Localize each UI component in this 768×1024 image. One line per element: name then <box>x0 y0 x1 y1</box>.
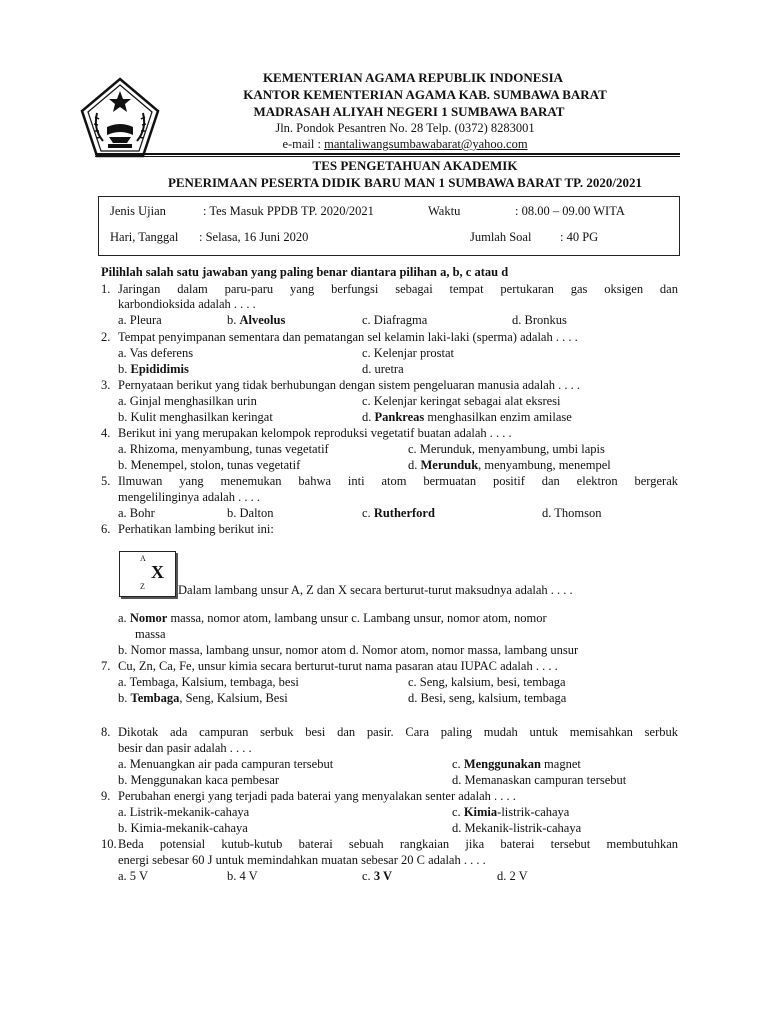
q3-option-b: b. Kulit menghasilkan keringat <box>118 410 273 424</box>
q8-number: 8. <box>101 725 111 739</box>
q10-option-a: a. 5 V <box>118 869 148 883</box>
q1-option-c: c. Diafragma <box>362 313 428 327</box>
q7-option-a: a. Tembaga, Kalsium, tembaga, besi <box>118 675 299 689</box>
q4-option-b: b. Menempel, stolon, tunas vegetatif <box>118 458 301 472</box>
q8-option-c: c. Menggunakan magnet <box>452 757 581 771</box>
header-address: Jln. Pondok Pesantren No. 28 Telp. (0372) 8283001 <box>275 121 535 135</box>
q1-option-b: b. Alveolus <box>227 313 286 327</box>
q4-option-d: d. Merunduk, menyambung, menempel <box>408 458 611 472</box>
q1-answer: Alveolus <box>239 313 286 327</box>
info-hari-value: : Selasa, 16 Juni 2020 <box>199 230 309 244</box>
q6-text: Perhatikan lambing berikut ini: <box>118 522 274 536</box>
q9-option-b: b. Kimia-mekanik-cahaya <box>118 821 248 835</box>
q8-answer: Menggunakan <box>463 757 541 771</box>
q8-option-d: d. Memanaskan campuran tersebut <box>452 773 627 787</box>
q5-option-d: d. Thomson <box>542 506 602 520</box>
q6-number: 6. <box>101 522 111 536</box>
q8-text: Dikotak ada campuran serbuk besi dan pasir. Cara paling mudah untuk memisahkan serbuk <box>118 725 678 739</box>
q6-options-row2: b. Nomor massa, lambang unsur, nomor atom d. Nomor atom, nomor massa, lambang unsur <box>118 643 579 657</box>
element-symbol-box <box>119 551 176 597</box>
exam-title: TES PENGETAHUAN AKADEMIK <box>312 158 518 173</box>
info-jenis-label: Jenis Ujian <box>110 204 166 218</box>
q5-option-c: c. Rutherford <box>362 506 435 520</box>
q9-answer: Kimia <box>463 805 498 819</box>
q10-number: 10. <box>101 837 117 851</box>
q5-number: 5. <box>101 474 111 488</box>
q10-answer: 3 V <box>373 869 392 883</box>
header-ministry: KEMENTERIAN AGAMA REPUBLIK INDONESIA <box>262 70 564 85</box>
q8-text-cont: besir dan pasir adalah . . . . <box>118 741 252 755</box>
info-jumlah-value: : 40 PG <box>560 230 599 244</box>
q4-option-c: c. Merunduk, menyambung, umbi lapis <box>408 442 605 456</box>
symbol-element: X <box>151 562 164 582</box>
q9-number: 9. <box>101 789 111 803</box>
q10-option-b: b. 4 V <box>227 869 258 883</box>
q1-option-d: d. Bronkus <box>512 313 567 327</box>
q9-text: Perubahan energi yang terjadi pada baterai yang menyalakan senter adalah . . . . <box>118 789 516 803</box>
q7-option-d: d. Besi, seng, kalsium, tembaga <box>408 691 567 705</box>
info-jumlah-label: Jumlah Soal <box>470 230 532 244</box>
q4-text: Berikut ini yang merupakan kelompok reproduksi vegetatif buatan adalah . . . . <box>118 426 512 440</box>
info-hari-label: Hari, Tanggal <box>110 230 179 244</box>
q8-option-a: a. Menuangkan air pada campuran tersebut <box>118 757 334 771</box>
q5-text: Ilmuwan yang menemukan bahwa inti atom bermuatan positif dan elektron bergerak <box>118 474 678 488</box>
q3-answer: Pankreas <box>374 410 425 424</box>
symbol-atomic-number: Z <box>140 582 145 591</box>
q10-text: Beda potensial kutub-kutub baterai sebuah rangkaian jika baterai tersebut membutuhkan <box>118 837 678 851</box>
q3-number: 3. <box>101 378 111 392</box>
q7-option-b: b. Tembaga, Seng, Kalsium, Besi <box>118 691 288 705</box>
q9-option-a: a. Listrik-mekanik-cahaya <box>118 805 250 819</box>
q5-answer: Rutherford <box>373 506 435 520</box>
q3-option-c: c. Kelenjar keringat sebagai alat eksresi <box>362 394 561 408</box>
q2-text: Tempat penyimpanan sementara dan pematangan sel kelamin laki-laki (sperma) adalah . . . . <box>118 330 578 344</box>
q6-options-row1-cont: massa <box>135 627 166 641</box>
symbol-mass-number: A <box>140 554 146 563</box>
q7-answer: Tembaga <box>130 691 180 705</box>
q5-option-a: a. Bohr <box>118 506 155 520</box>
info-waktu-value: : 08.00 – 09.00 WITA <box>515 204 625 218</box>
q3-option-a: a. Ginjal menghasilkan urin <box>118 394 257 408</box>
q1-number: 1. <box>101 282 111 296</box>
q1-text-cont: karbondioksida adalah . . . . <box>118 297 256 311</box>
q2-answer: Epididimis <box>130 362 189 376</box>
q2-number: 2. <box>101 330 111 344</box>
q1-text: Jaringan dalam paru-paru yang berfungsi sebagai tempat pertukaran gas oksigen dan <box>118 282 678 296</box>
info-jenis-value: : Tes Masuk PPDB TP. 2020/2021 <box>203 204 374 218</box>
email-link[interactable]: mantaliwangsumbawabarat@yahoo.com <box>324 137 528 151</box>
q7-text: Cu, Zn, Ca, Fe, unsur kimia secara berturut-turut nama pasaran atau IUPAC adalah . . . . <box>118 659 558 673</box>
q10-option-c: c. 3 V <box>362 869 392 883</box>
info-waktu-label: Waktu <box>428 204 461 218</box>
q6-options-row1: a. Nomor massa, nomor atom, lambang unsur c. Lambang unsur, nomor atom, nomor <box>118 611 547 625</box>
header-email-line <box>60 137 750 152</box>
q2-option-b: b. Epididimis <box>118 362 189 376</box>
email-label: e-mail : <box>282 137 325 151</box>
q6-answer: Nomor <box>129 611 168 625</box>
header-school: MADRASAH ALIYAH NEGERI 1 SUMBAWA BARAT <box>253 104 565 119</box>
q4-number: 4. <box>101 426 111 440</box>
q8-option-b: b. Menggunakan kaca pembesar <box>118 773 280 787</box>
q5-option-b: b. Dalton <box>227 506 274 520</box>
header-office: KANTOR KEMENTERIAN AGAMA KAB. SUMBAWA BARAT <box>243 87 607 102</box>
exam-subtitle: PENERIMAAN PESERTA DIDIK BARU MAN 1 SUMBAWA BARAT TP. 2020/2021 <box>167 175 643 190</box>
q1-option-a: a. Pleura <box>118 313 162 327</box>
q10-option-d: d. 2 V <box>497 869 528 883</box>
q9-option-d: d. Mekanik-listrik-cahaya <box>452 821 582 835</box>
q10-text-cont: energi sebesar 60 J untuk memindahkan muatan sebesar 20 C adalah . . . . <box>118 853 486 867</box>
q7-option-c: c. Seng, kalsium, besi, tembaga <box>408 675 566 689</box>
q5-text-cont: mengelilinginya adalah . . . . <box>118 490 260 504</box>
q7-number: 7. <box>101 659 111 673</box>
q6-prompt: Dalam lambang unsur A, Z dan X secara berturut-turut maksudnya adalah . . . . <box>178 583 573 597</box>
q4-option-a: a. Rhizoma, menyambung, tunas vegetatif <box>118 442 329 456</box>
q2-option-a: a. Vas deferens <box>118 346 194 360</box>
q2-option-c: c. Kelenjar prostat <box>362 346 454 360</box>
q4-answer: Merunduk <box>420 458 479 472</box>
instruction: Pilihlah salah satu jawaban yang paling benar diantara pilihan a, b, c atau d <box>101 265 509 279</box>
letterhead-rule-thin <box>95 156 680 157</box>
q9-option-c: c. Kimia-listrik-cahaya <box>452 805 570 819</box>
q2-option-d: d. uretra <box>362 362 404 376</box>
letterhead-rule-thick <box>95 153 680 155</box>
q3-option-d: d. Pankreas menghasilkan enzim amilase <box>362 410 572 424</box>
q3-text: Pernyataan berikut yang tidak berhubungan dengan sistem pengeluaran manusia adalah . . . . <box>118 378 581 392</box>
